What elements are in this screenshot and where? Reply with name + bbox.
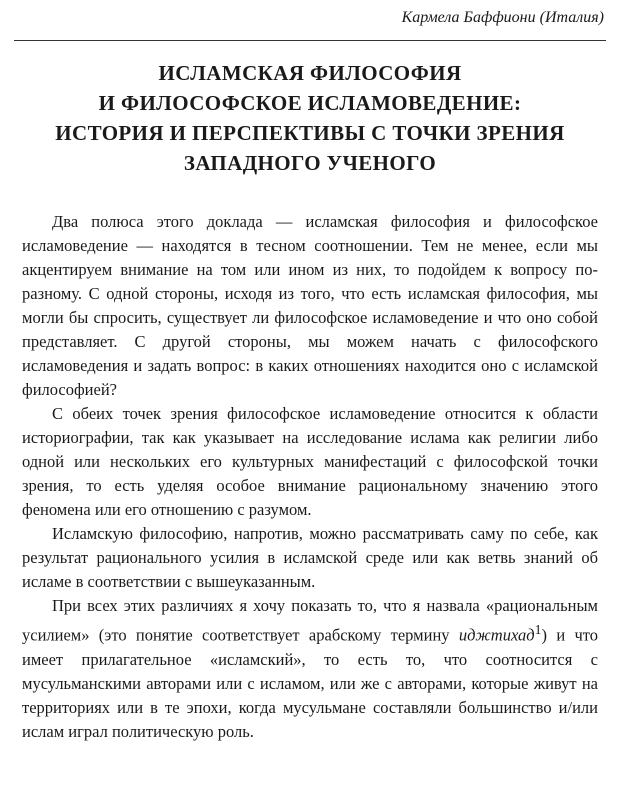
article-title (0, 58, 620, 178)
arabic-term: иджтихад (458, 625, 535, 645)
paragraph (22, 594, 598, 744)
paragraph-text: При всех этих различиях я хочу показать то, что я назвала «рациональным усилием» (это понятие соответствует арабскому термину (22, 596, 598, 645)
paragraph: Исламскую философию, напротив, можно рассматривать саму по себе, как результат рационального усилия в исламской среде или как ветвь знаний об исламе в соответствии с вышеуказанным. (22, 524, 598, 591)
title-line: ИСЛАМСКАЯ ФИЛОСОФИЯ (158, 61, 462, 85)
running-header-author: Кармела Баффиони (Италия) (401, 9, 604, 26)
paragraph: Два полюса этого доклада — исламская философия и философское исламоведение — находятся в тесном соотношении. Тем не менее, если мы акцентируем внимание на том или ином из них, то подойдем к вопросу по-разному. С одной стороны, исходя из того, что есть исламская философия, мы могли бы спросить, существует ли философское исламоведение и что оно собой представляет. С другой стороны, мы можем начать с философского исламоведения и задать вопрос: в каких отношениях находится оно с исламской философией? (22, 212, 598, 399)
title-line: ЗАПАДНОГО УЧЕНОГО (183, 151, 437, 175)
title-line: И ФИЛОСОФСКОЕ ИСЛАМОВЕДЕНИЕ: (98, 91, 522, 115)
paragraph-text: ) и что имеет прилагательное «исламский», то есть то, что соотносится с мусульманскими авторами или с исламом, или же с авторами, которые живут на территориях или в те эпохи, когда мусульмане составляли большинство и/или ислам играл политическую роль. (22, 625, 598, 741)
paragraph: С обеих точек зрения философское исламоведение относится к области историографии, так как указывает на исследование ислама как религии либо одной или нескольких его культурных манифестаций с философской точки зрения, то есть уделяя особое внимание рациональному значению этого феномена или его отношению с разумом. (22, 404, 598, 519)
article-body (22, 210, 598, 744)
footnote-marker: 1 (534, 622, 542, 637)
title-line: ИСТОРИЯ И ПЕРСПЕКТИВЫ С ТОЧКИ ЗРЕНИЯ (55, 121, 565, 145)
header-rule (14, 40, 606, 41)
